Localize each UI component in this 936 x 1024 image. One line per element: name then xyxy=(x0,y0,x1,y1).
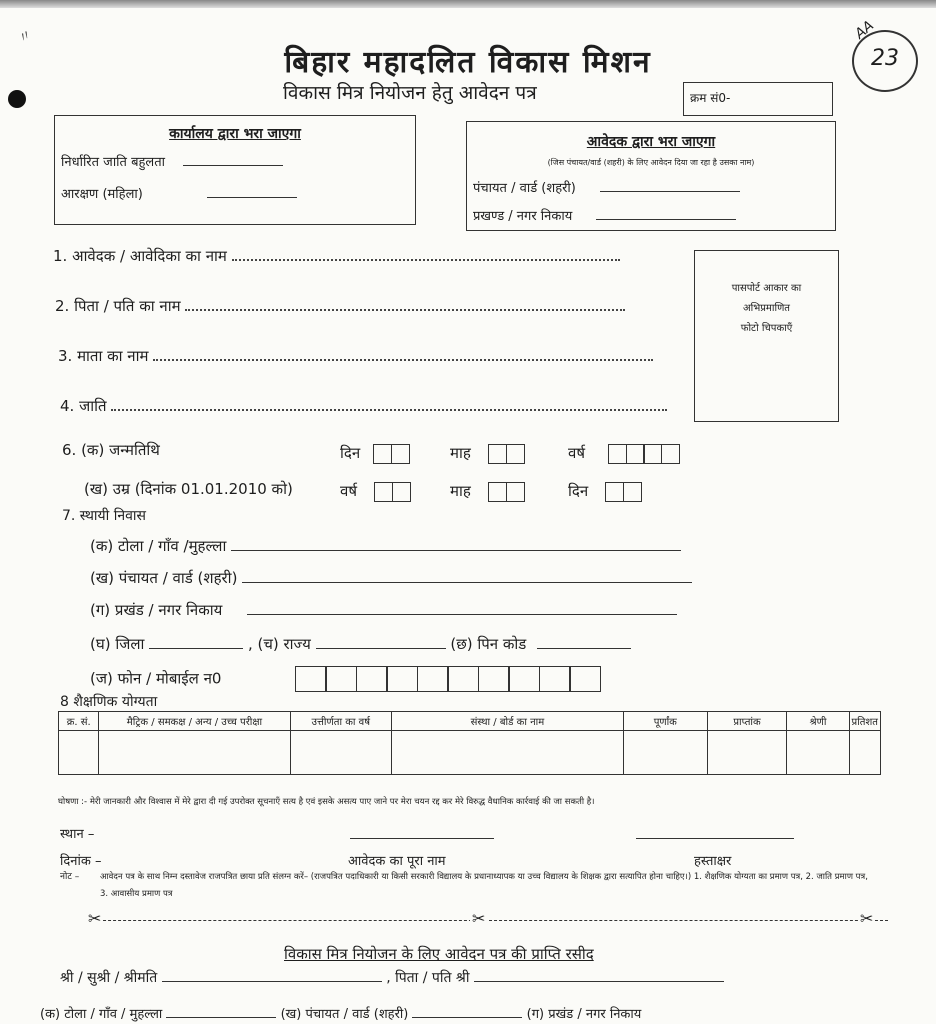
address-block-field[interactable]: (ग) प्रखंड / नगर निकाय xyxy=(90,600,677,620)
col-division: श्रेणी xyxy=(787,712,849,731)
serial-number-box[interactable]: क्रम सं0- xyxy=(683,82,833,116)
address-district-state-pin-row[interactable]: (घ) जिला , (च) राज्य (छ) पिन कोड xyxy=(90,634,631,654)
table-header-row xyxy=(59,712,881,731)
applicant-name-field[interactable]: 1. आवेदक / आवेदिका का नाम xyxy=(53,246,620,266)
applicant-box-heading: आवेदक द्वारा भरा जाएगा xyxy=(586,134,716,150)
office-box-heading: कार्यालय द्वारा भरा जाएगा xyxy=(169,126,301,142)
education-heading: 8 शैक्षणिक योग्यता xyxy=(60,694,158,710)
table-row[interactable] xyxy=(59,731,881,775)
education-table xyxy=(58,711,881,775)
punch-hole-dot xyxy=(8,90,26,108)
scissors-icon: ✂ xyxy=(472,909,486,928)
pen-mark: 〃 xyxy=(15,26,36,48)
age-day-field[interactable]: दिन xyxy=(568,481,642,502)
address-heading: 7. स्थायी निवास xyxy=(62,508,147,524)
age-month-field[interactable]: माह xyxy=(450,481,525,502)
receipt-title: विकास मित्र नियोजन के लिए आवेदन पत्र की प्राप्ति रसीद xyxy=(284,945,594,963)
address-tola-field[interactable]: (क) टोला / गाँव /मुहल्ला xyxy=(90,536,681,556)
dob-label: 6. (क) जन्मतिथि xyxy=(62,441,160,459)
col-exam: मैट्रिक / समकक्ष / अन्य / उच्च परीक्षा xyxy=(99,712,290,731)
signature-line[interactable] xyxy=(636,838,794,839)
date-label: दिनांक – xyxy=(60,854,102,869)
declaration-text: घोषणा :- मेरी जानकारी और विश्वास में मेरे द्वारा दी गई उपरोक्त सूचनाएँ सत्य है एवं इसके असत्य पाए जाने पर मेरा चयन रद्द कर मेरे विरुद्ध वैधानिक कार्रवाई की जा सकती है। xyxy=(58,797,595,807)
applicant-use-box xyxy=(466,121,836,231)
page-title: बिहार महादलित विकास मिशन xyxy=(284,45,652,80)
col-marks-obtained: प्राप्तांक xyxy=(707,712,787,731)
cut-line xyxy=(88,920,888,921)
dob-month-field[interactable]: माह xyxy=(450,443,525,464)
scissors-icon: ✂ xyxy=(88,909,102,928)
col-percentage: प्रतिशत xyxy=(849,712,880,731)
mother-name-field[interactable]: 3. माता का नाम xyxy=(58,346,653,366)
office-use-box xyxy=(54,115,416,225)
col-board: संस्था / बोर्ड का नाम xyxy=(391,712,623,731)
stamp-mark: AA xyxy=(852,17,878,43)
note-label: नोट – xyxy=(60,872,80,882)
office-field-reservation[interactable]: आरक्षण (महिला) xyxy=(61,184,297,202)
col-full-marks: पूर्णांक xyxy=(623,712,707,731)
receipt-name-row[interactable]: श्री / सुश्री / श्रीमति , पिता / पति श्री xyxy=(60,968,724,987)
address-phone-field[interactable]: (ज) फोन / मोबाईल न0 xyxy=(90,666,601,692)
form-subtitle: विकास मित्र नियोजन हेतु आवेदन पत्र xyxy=(283,82,537,104)
scissors-icon: ✂ xyxy=(860,909,874,928)
full-name-line[interactable] xyxy=(350,838,494,839)
office-field-caste[interactable]: निर्धारित जाति बहुलता xyxy=(61,152,283,170)
address-panchayat-field[interactable]: (ख) पंचायत / वार्ड (शहरी) xyxy=(90,568,692,588)
father-name-field[interactable]: 2. पिता / पति का नाम xyxy=(55,296,625,316)
col-serial: क्र. सं. xyxy=(59,712,99,731)
note-text: आवेदन पत्र के साथ निम्न दस्तावेज राजपत्रित छाया प्रति संलग्न करें– (राजपत्रित पदाधिकारी या किसी सरकारी विद्यालय के प्रधानाध्यापक या उच्च विद्यालय के शिक्षक द्वारा सत्यापित होना चाहिए।) 1. शैक्षणिक योग्यता का प्रमाण पत्र, 2. जाति प्रमाण पत्र, 3. आवासीय प्रमाण पत्र xyxy=(100,872,868,899)
top-border xyxy=(0,0,936,8)
page-number-stamp: 23 xyxy=(852,30,918,92)
signature-label: हस्ताक्षर xyxy=(694,854,732,869)
applicant-field-block[interactable]: प्रखण्ड / नगर निकाय xyxy=(473,206,736,224)
col-year: उत्तीर्णता का वर्ष xyxy=(290,712,391,731)
dob-year-field[interactable]: वर्ष xyxy=(568,443,680,464)
age-label: (ख) उम्र (दिनांक 01.01.2010 को) xyxy=(84,480,293,498)
receipt-address-row[interactable]: (क) टोला / गाँव / मुहल्ला (ख) पंचायत / वार्ड (शहरी) (ग) प्रखंड / नगर निकाय xyxy=(40,1007,642,1022)
applicant-box-note: (जिस पंचायत/वार्ड (शहरी) के लिए आवेदन दिया जा रहा है उसका नाम) xyxy=(547,158,755,167)
photo-box[interactable]: पासपोर्ट आकार का अभिप्रमाणित फोटो चिपकाएँ xyxy=(694,250,839,422)
place-label: स्थान – xyxy=(60,827,95,842)
caste-field[interactable]: 4. जाति xyxy=(60,396,667,416)
applicant-field-panchayat[interactable]: पंचायत / वार्ड (शहरी) xyxy=(473,178,740,196)
full-name-label: आवेदक का पूरा नाम xyxy=(348,854,446,869)
dob-day-field[interactable]: दिन xyxy=(340,443,410,464)
age-year-field[interactable]: वर्ष xyxy=(340,481,411,502)
